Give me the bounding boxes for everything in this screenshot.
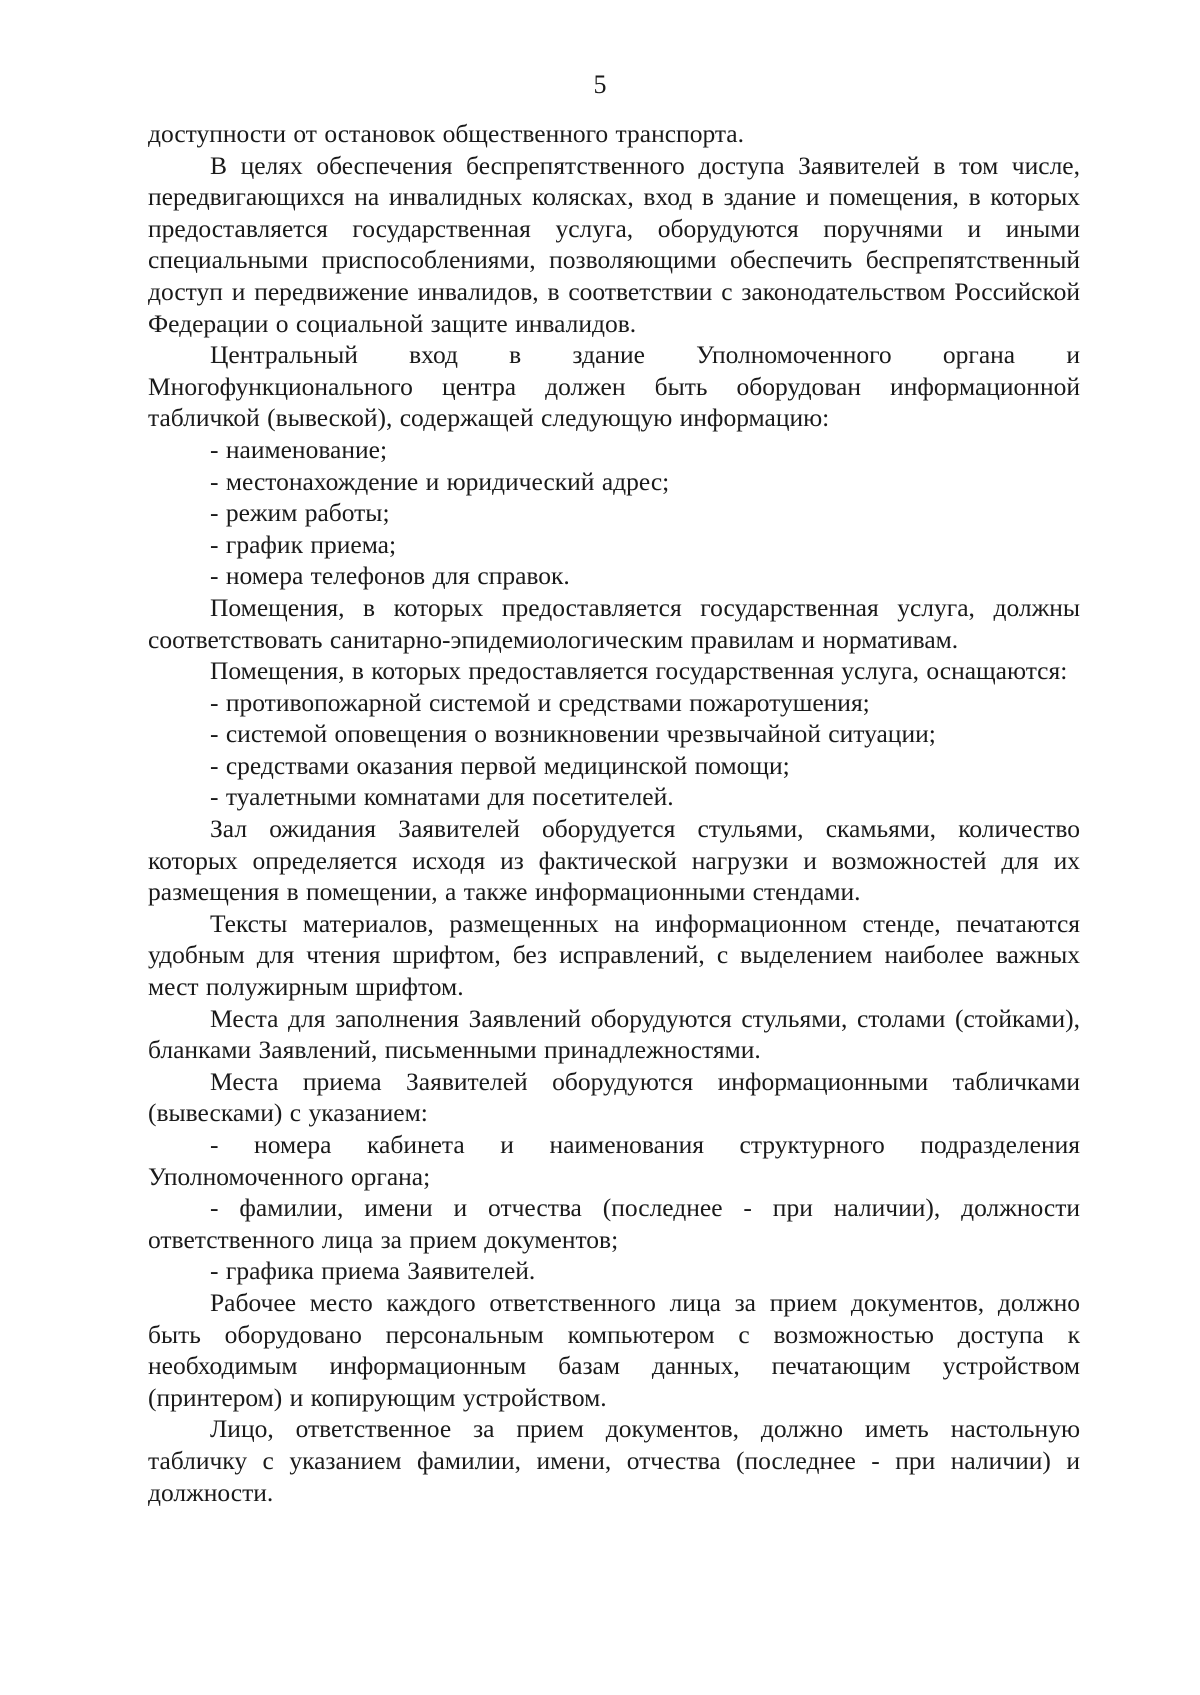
paragraph-desk-sign: Лицо, ответственное за прием документов, должно иметь настольную табличку с указанием фамилии, имени, отчества (последнее - при наличии) и должности. — [148, 1414, 1080, 1507]
paragraph-stand-texts: Тексты материалов, размещенных на информационном стенде, печатаются удобным для чтения шрифтом, без исправлений, с выделением наиболее важных мест полужирным шрифтом. — [148, 908, 1080, 1002]
paragraph-premises-equipment: Помещения, в которых предоставляется государственная услуга, оснащаются: — [210, 656, 1068, 686]
list-item-emergency-alert: - системой оповещения о возникновении чрезвычайной ситуации; — [210, 719, 936, 749]
list-item-applicant-schedule: - графика приема Заявителей. — [210, 1256, 536, 1286]
list-item-reception-schedule: - график приема; — [210, 529, 397, 559]
list-item-phone-numbers: - номера телефонов для справок. — [210, 561, 570, 591]
paragraph-barrier-free-access: В целях обеспечения беспрепятственного доступа Заявителей в том числе, передвигающихся на инвалидных колясках, вход в здание и помещения, в которых предоставляется государственная услуга, оборудуются поручнями и иными специальными приспособлениями, позволяющими обеспечить беспрепятственный доступ и передвижение инвалидов, в соответствии с законодательством Российской Федерации о социальной защите инвалидов. — [148, 150, 1080, 338]
list-item-responsible-person: - фамилии, имени и отчества (последнее - при наличии), должности ответственного лица за прием документов; — [148, 1193, 1080, 1254]
list-item-address: - местонахождение и юридический адрес; — [210, 466, 670, 496]
paragraph-central-entrance: Центральный вход в здание Уполномоченного органа и Многофункционального центра должен быть оборудован информационной табличкой (вывеской), содержащей следующую информацию: — [148, 340, 1080, 433]
list-item-work-schedule: - режим работы; — [210, 498, 390, 528]
list-item-fire-system: - противопожарной системой и средствами пожаротушения; — [210, 687, 870, 717]
paragraph-sanitary-rules: Помещения, в которых предоставляется государственная услуга, должны соответствовать санитарно-эпидемиологическим правилам и нормативам. — [148, 592, 1080, 654]
paragraph-transport-accessibility: доступности от остановок общественного транспорта. — [148, 119, 745, 148]
list-item-first-aid: - средствами оказания первой медицинской помощи; — [210, 750, 790, 780]
page-number: 5 — [593, 70, 607, 99]
paragraph-workplace: Рабочее место каждого ответственного лица за прием документов, должно быть оборудовано персональным компьютером с возможностью доступа к необходимым информационным базам данных, печатающим устройством (принтером) и копирующим устройством. — [148, 1287, 1080, 1412]
list-item-room-number: - номера кабинета и наименования структурного подразделения Уполномоченного органа; — [148, 1130, 1080, 1191]
document-body — [148, 118, 1080, 1508]
paragraph-filling-places: Места для заполнения Заявлений оборудуются стульями, столами (стойками), бланками Заявлений, письменными принадлежностями. — [148, 1003, 1080, 1065]
list-item-name: - наименование; — [210, 434, 388, 464]
paragraph-reception-places: Места приема Заявителей оборудуются информационными табличками (вывесками) с указанием: — [148, 1066, 1080, 1128]
list-item-toilets: - туалетными комнатами для посетителей. — [210, 782, 674, 812]
paragraph-waiting-hall: Зал ожидания Заявителей оборудуется стульями, скамьями, количество которых определяется исходя из фактической нагрузки и возможностей для их размещения в помещении, а также информационными стендами. — [148, 814, 1080, 907]
